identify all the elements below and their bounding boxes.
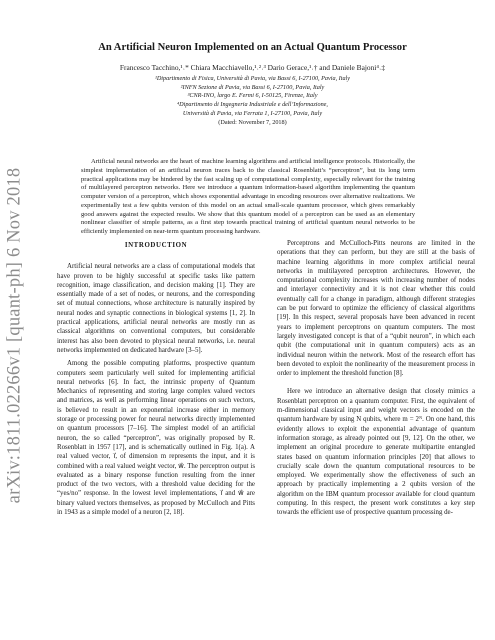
arxiv-identifier-text: arXiv:1811.02266v1 [quant-ph] 6 Nov 2018: [4, 167, 25, 503]
affiliation-line: ³CNR-INO, largo E. Fermi 6, I-50125, Firenze, Italy: [187, 92, 318, 100]
date-line: (Dated: November 7, 2018): [218, 118, 287, 126]
body-paragraph: Artificial neural networks are a class of computational models that have proven to be highly successful at specific tasks like pattern recognition, image classification, and decision making [1]. They are essentially made of a set of nodes, or neurons, and the corresponding set of mutual connections, whose architecture is naturally inspired by neural nodes and synaptic connections in biological systems [1, 2]. In practical applications, artificial neural networks are mostly run as classical algorithms on conventional computers, but considerable interest has also been devoted to physical neural networks, i.e. neural networks implemented on dedicated hardware [3–5].: [57, 263, 255, 354]
body-paragraph: Perceptrons and McCulloch-Pitts neurons are limited in the operations that they can perform, but they are still at the basis of machine learning algorithms in more complex artificial neural networks in multilayered perceptron architectures. However, the computational complexity increases with increasing number of nodes and interlayer connectivity and it is not clear whether this could eventually call for a change in paradigm, although different strategies can be put forward to optimize the efficiency of classical algorithms [19]. In this respect, several proposals have been advanced in recent years to implement perceptrons on quantum computers. The most largely investigated concept is that of a “qubit neuron”, in which each qubit (the computational unit in quantum computers) acts as an individual neuron within the network. Most of the research effort has been devoted to exploit the nonlinearity of the measurement process in order to implement the threshold function [8].: [277, 240, 475, 378]
author-list: Francesco Tacchino,¹˒* Chiara Macchiavello,¹˒²˒³ Dario Gerace,¹˒† and Daniele Bajoni⁴˒‡: [119, 63, 386, 72]
affiliations: [80, 75, 425, 127]
arxiv-identifier: [2, 120, 28, 550]
affiliation-line: ²INFN Sezione di Pavia, via Bassi 6, I-27100, Pavia, Italy: [180, 83, 325, 91]
section-heading: INTRODUCTION: [124, 242, 188, 249]
abstract: Artificial neural networks are the heart of machine learning algorithms and artificial intelligence protocols. Historically, the simplest implementation of an artificial neuron traces back to the classical Rosenblatt’s “perceptron”, but its long term practical applications may be hindered by the fast scaling up of computational complexity, especially relevant for the training of multilayered perceptron networks. Here we introduce a quantum information-based algorithm implementing the quantum computer version of a perceptron, which shows exponential advantage in encoding resources over alternative realizations. We experimentally test a few qubits version of this model on an actual small-scale quantum processor, which gives remarkably good answers against the expected results. We show that this quantum model of a perceptron can be used as an elementary nonlinear classifier of simple patterns, as a first step towards practical training of artificial quantum neural networks to be efficiently implemented on near-term quantum processing hardware.: [81, 158, 415, 235]
affiliation-line: ⁴Dipartimento di Ingegneria Industriale e dell’Informazione,: [177, 101, 328, 109]
affiliation-line: Università di Pavia, via Ferrata 1, I-27100, Pavia, Italy: [182, 109, 323, 117]
paper-title: An Artificial Neuron Implemented on an Actual Quantum Processor: [98, 42, 407, 53]
body-paragraph: Among the possible computing platforms, prospective quantum computers seem particularly well suited for implementing artificial neural networks [6]. In fact, the intrinsic property of Quantum Mechanics of representing and storing large complex valued vectors and matrices, as well as performing linear operations on such vectors, is believed to result in an exponential increase either in memory storage or processing power for neural networks directly implemented on quantum processors [7–16]. The simplest model of an artificial neuron, the so called “perceptron”, was originally proposed by R. Rosenblatt in 1957 [17], and is schematically outlined in Fig. 1(a). A real valued vector, i⃗, of dimension m represents the input, and it is combined with a real valued weight vector, w⃗. The perceptron output is evaluated as a binary response function resulting from the inner product of the two vectors, with a threshold value deciding for the “yes/no” response. In the lowest level implementations, i⃗ and w⃗ are binary valued vectors themselves, as proposed by McCulloch and Pitts in 1943 as a simple model of a neuron [2, 18].: [57, 360, 255, 517]
left-column: [57, 241, 255, 521]
right-column: [277, 239, 475, 522]
body-paragraph: Here we introduce an alternative design that closely mimics a Rosenblatt perceptron on a quantum computer. First, the equivalent of m-dimensional classical input and weight vectors is encoded on the quantum hardware by using N qubits, where m = 2ᴺ. On one hand, this evidently allows to exploit the exponential advantage of quantum information storage, as already pointed out [9, 12]. On the other, we implement an original procedure to generate multipartite entangled states based on quantum information principles [20] that allows to crucially scale down the quantum computational resources to be employed. We experimentally show the effectiveness of such an approach by practically implementing a 2 qubits version of the algorithm on the IBM quantum processor available for cloud quantum computing. In this respect, the present work constitutes a key step towards the efficient use of prospective quantum processing de-: [277, 388, 475, 517]
affiliation-line: ¹Dipartimento di Fisica, Università di Pavia, via Bassi 6, I-27100, Pavia, Italy: [154, 75, 350, 82]
